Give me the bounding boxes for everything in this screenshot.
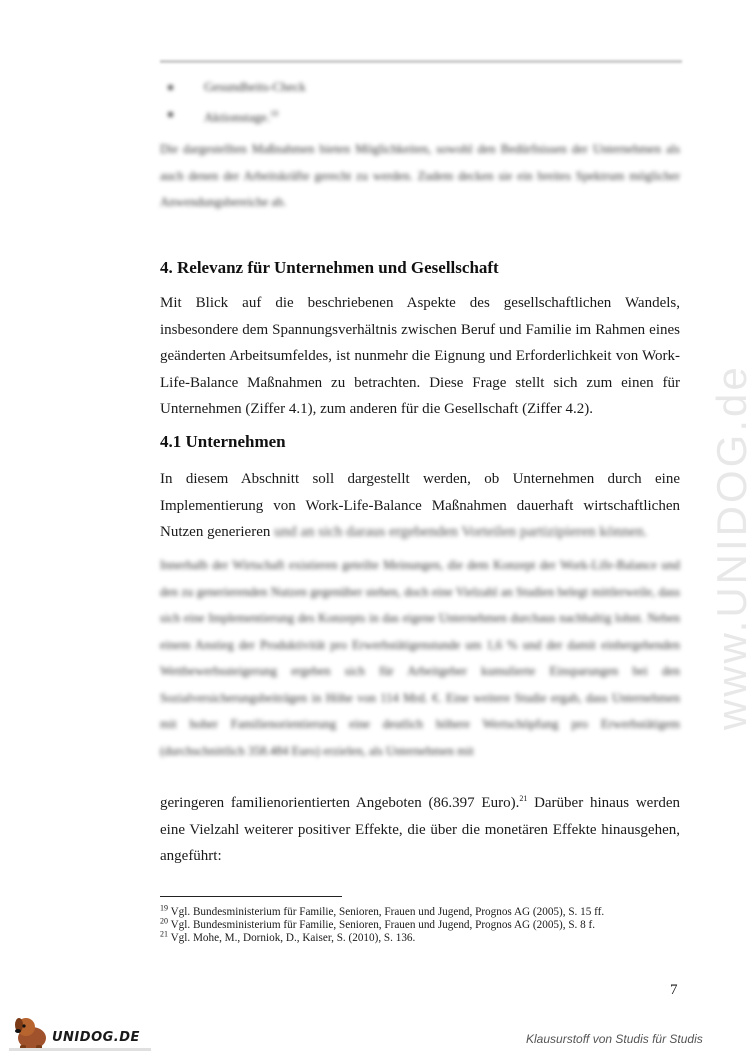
paragraph-4-1 bbox=[160, 466, 680, 542]
footnote-text: Vgl. Bundesministerium für Familie, Senioren, Frauen und Jugend, Prognos AG (2005), S. 8 f. bbox=[168, 919, 596, 931]
section-heading-4-1: 4.1 Unternehmen bbox=[160, 432, 286, 451]
bullet-item bbox=[168, 76, 306, 103]
paragraph-intro: Mit Blick auf die beschriebenen Aspekte des gesellschaftlichen Wandels, insbesondere dem Spannungsverhältnis zwischen Beruf und Familie im Rahmen eines geänderten Arbeitsumfeldes, ist nunmehr die Eignung und Erforderlichkeit von Work-Life-Balance Maßnahmen zu betrachten. Diese Frage stellt sich zum einen für Unternehmen (Ziffer 4.1), zum anderen für die Gesellschaft (Ziffer 4.2). bbox=[160, 295, 680, 417]
footnote-list bbox=[160, 903, 680, 945]
bullet-text: Aktionstage. bbox=[204, 109, 271, 125]
section-heading-4: 4. Relevanz für Unternehmen und Gesellschaft bbox=[160, 258, 499, 277]
footnote-ref: 21 bbox=[519, 794, 528, 803]
paragraph-text: In diesem Abschnitt soll dargestellt werden, ob Unternehmen durch eine Implementierung von Work-Life-Balance Maßnahmen dauerhaft wirtschaftlichen Nutzen generieren bbox=[160, 471, 680, 540]
bullet-text: Gesundheits-Check bbox=[204, 79, 306, 94]
paragraph-text: Darüber hinaus werden eine Vielzahl weiterer positiver Effekte, die über die monetären Effekte hinausgehen, angeführt: bbox=[160, 795, 680, 864]
paragraph-effects bbox=[160, 790, 680, 870]
tagline: Klausurstoff von Studis für Studis bbox=[526, 1032, 703, 1046]
footnote-number: 21 bbox=[160, 929, 168, 939]
paragraph-text: Innerhalb der Wirtschaft existieren geteilte Meinungen, die dem Konzept der Work-Life-Balance und den zu generierenden Nutzen gegenüber stehen, doch eine Vielzahl an Studien belegt mittlerweile, dass sich eine Implementierung des Konzepts in das eigene Unternehmen durchaus nachhaltig lohnt. Neben einem Anstieg der Produktivität pro Erwerbstätigenstunde um 1,6 % und der damit einhergehenden Wettbewerbssteigerung ergeben sich für Arbeitgeber kumulierte Einsparungen bei den Sozialversicherungsbeiträgen in Höhe von 114 Mrd. €. Eine weitere Studie ergab, dass Unternehmen mit hoher Familienorientierung eine deutlich höhere Wertschöpfung pro Erwerbstätigem (durchschnittlich 358.484 Euro) erzielen, als Unternehmen mit bbox=[160, 558, 680, 758]
paragraph-text: geringeren familienorientierten Angeboten (86.397 Euro). bbox=[160, 795, 520, 811]
footnote-text: Vgl. Bundesministerium für Familie, Senioren, Frauen und Jugend, Prognos AG (2005), S. 15 ff. bbox=[168, 906, 605, 918]
footnote-ref: 18 bbox=[270, 109, 279, 118]
logo-text: UNIDOG.DE bbox=[52, 1030, 140, 1045]
bullet-list bbox=[168, 76, 306, 130]
paragraph-measures: Die dargestellten Maßnahmen bieten Möglichkeiten, sowohl den Bedürfnissen der Unternehmen als auch denen der Arbeitskräfte gerecht zu werden. Zudem decken sie ein breites Spektrum möglicher Anwendungsbereiche ab. bbox=[160, 142, 680, 209]
footnote-number: 19 bbox=[160, 903, 168, 913]
paragraph-text-faded: und an sich daraus ergebenden Vorteilen partizipieren können. bbox=[274, 524, 648, 540]
footnote-separator bbox=[160, 896, 342, 897]
paragraph-studies bbox=[160, 552, 680, 764]
footnote bbox=[160, 903, 680, 919]
header-rule bbox=[160, 60, 682, 63]
footnote-text: Vgl. Mohe, M., Dorniok, D., Kaiser, S. (2010), S. 136. bbox=[168, 932, 416, 944]
bullet-item bbox=[168, 103, 306, 130]
footnote-number: 20 bbox=[160, 916, 168, 926]
footnote bbox=[160, 916, 680, 932]
page-number: 7 bbox=[670, 982, 678, 998]
footnote bbox=[160, 929, 680, 945]
watermark: www.UNIDOG.de bbox=[708, 364, 755, 730]
